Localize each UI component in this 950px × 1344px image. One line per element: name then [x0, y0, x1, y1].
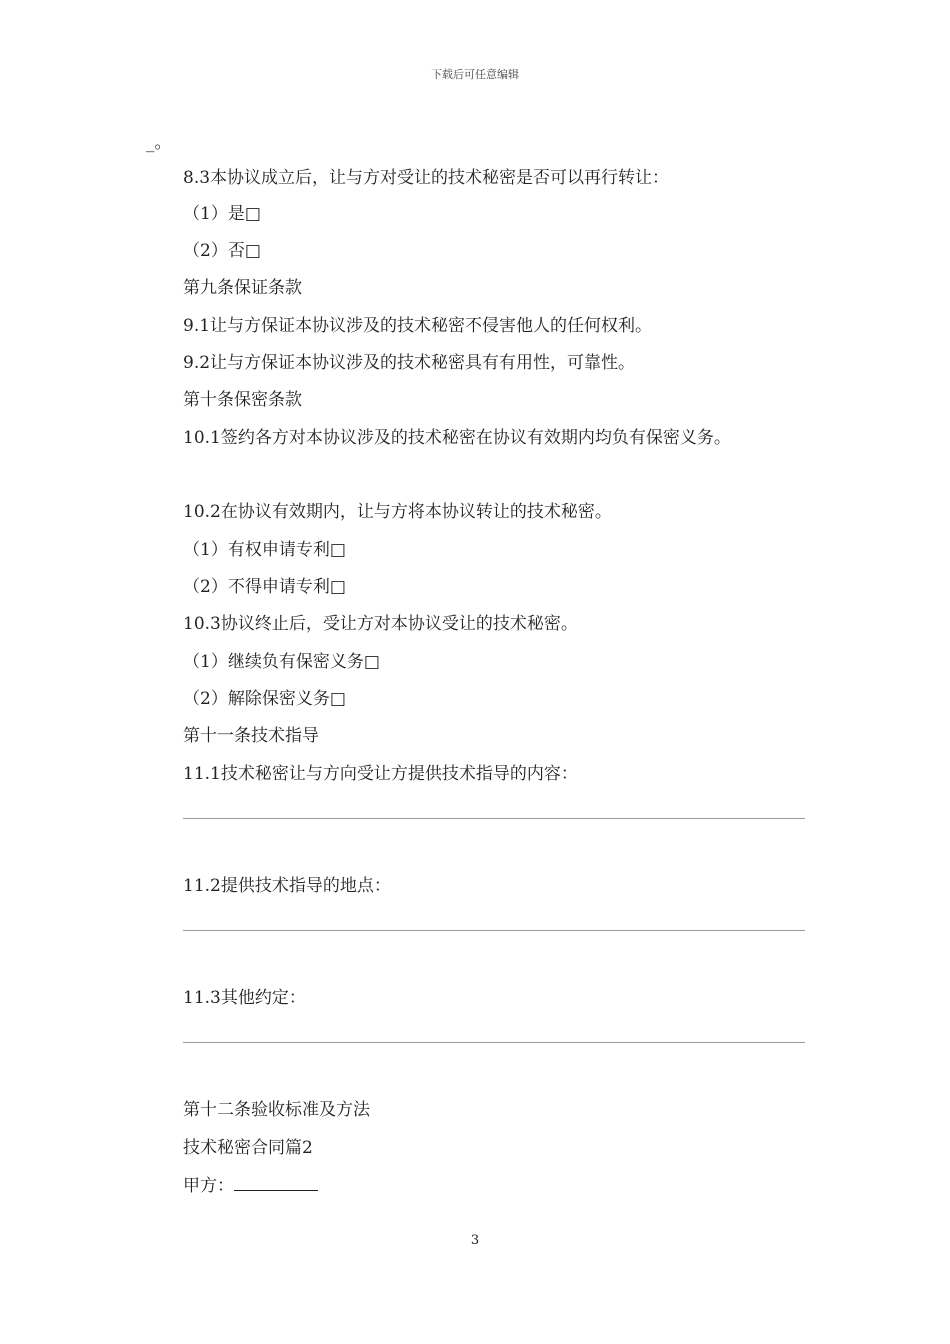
option-no: （2）否□: [183, 241, 261, 261]
party-a-label: 甲方：: [183, 1176, 234, 1196]
option-yes: （1）是□: [183, 204, 261, 224]
section-title: 技术秘密合同篇2: [183, 1138, 313, 1158]
party-a-line: [183, 1174, 318, 1197]
article-12-heading: 第十二条验收标准及方法: [183, 1100, 370, 1120]
clause-10-2: 10.2在协议有效期内，让与方将本协议转让的技术秘密。: [183, 502, 612, 522]
option-may-not-apply-patent: （2）不得申请专利□: [183, 577, 346, 597]
continuation-text: _。: [146, 133, 172, 153]
clause-10-1: 10.1签约各方对本协议涉及的技术秘密在协议有效期内均负有保密义务。: [183, 428, 731, 448]
article-9-heading: 第九条保证条款: [183, 278, 302, 298]
clause-8-3: 8.3本协议成立后，让与方对受让的技术秘密是否可以再行转让：: [183, 168, 670, 188]
party-a-blank: [234, 1174, 318, 1191]
clause-9-1: 9.1让与方保证本协议涉及的技术秘密不侵害他人的任何权利。: [183, 316, 653, 336]
fill-in-line: [183, 818, 805, 819]
fill-in-line: [183, 1042, 805, 1043]
page-number: 3: [470, 1233, 480, 1248]
article-11-heading: 第十一条技术指导: [183, 726, 319, 746]
clause-11-2: 11.2提供技术指导的地点：: [183, 876, 391, 896]
page-header: 下载后可任意编辑: [431, 68, 519, 81]
option-may-apply-patent: （1）有权申请专利□: [183, 540, 346, 560]
option-release-confidentiality: （2）解除保密义务□: [183, 689, 346, 709]
clause-9-2: 9.2让与方保证本协议涉及的技术秘密具有有用性，可靠性。: [183, 353, 636, 373]
clause-11-1: 11.1技术秘密让与方向受让方提供技术指导的内容：: [183, 764, 578, 784]
fill-in-line: [183, 930, 805, 931]
clause-10-3: 10.3协议终止后，受让方对本协议受让的技术秘密。: [183, 614, 578, 634]
option-continue-confidentiality: （1）继续负有保密义务□: [183, 652, 380, 672]
clause-11-3: 11.3其他约定：: [183, 988, 306, 1008]
article-10-heading: 第十条保密条款: [183, 390, 302, 410]
